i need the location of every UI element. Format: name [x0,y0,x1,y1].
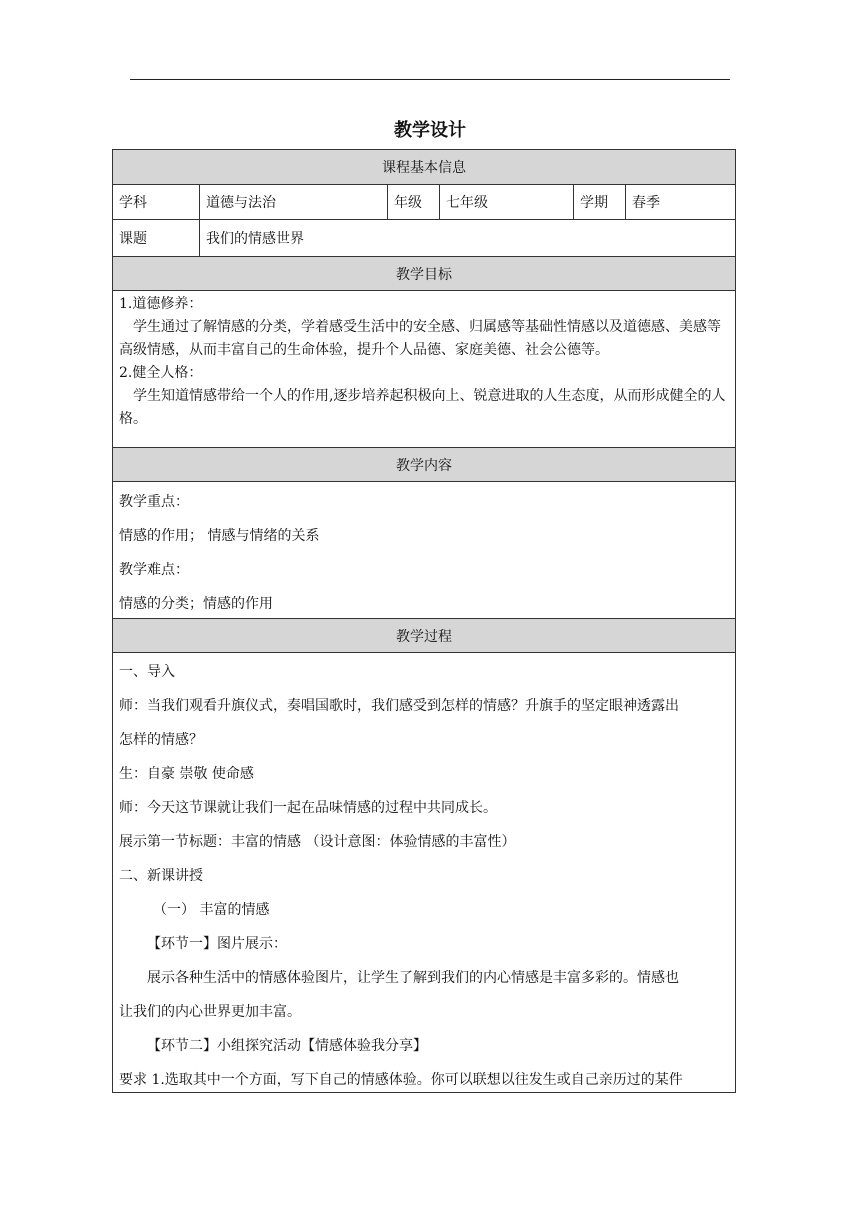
grade-label: 年级 [387,185,439,219]
term-label: 学期 [573,185,625,219]
topic-value: 我们的情感世界 [199,220,735,256]
process-line: 让我们的内心世界更加丰富。 [119,1004,301,1020]
subject-value: 道德与法治 [199,185,387,219]
lesson-plan-table [112,149,736,1093]
objectives-header [113,256,735,290]
process-body [113,652,735,1092]
process-line: 展示第一节标题：丰富的情感 （设计意图：体验情感的丰富性） [119,834,516,850]
grade-value: 七年级 [439,185,573,219]
process-line: 一、导入 [119,664,175,680]
term-value: 春季 [625,185,735,219]
process-line: 师：今天这节课就让我们一起在品味情感的过程中共同成长。 [119,800,497,816]
content-body [113,481,735,618]
topic-label: 课题 [119,231,147,247]
basic-info-row [113,184,735,219]
process-line: 生：自豪 崇敬 使命感 [119,766,254,782]
content-header [113,447,735,481]
key-points-text: 情感的作用； 情感与情绪的关系 [119,528,320,544]
difficult-points-text: 情感的分类；情感的作用 [119,596,273,612]
subject-label: 学科 [119,195,147,211]
objectives-header-label: 教学目标 [396,266,452,283]
process-line: 【环节一】图片展示： [147,936,287,952]
objectives-body [113,290,735,447]
key-points-label: 教学重点： [119,494,189,510]
process-line: 【环节二】小组探究活动【情感体验我分享】 [147,1038,427,1054]
basic-info-header [113,150,735,184]
content-header-label: 教学内容 [396,457,452,474]
basic-info-header-label: 课程基本信息 [382,160,466,176]
process-line: 展示各种生活中的情感体验图片，让学生了解到我们的内心情感是丰富多彩的。情感也 [147,970,679,986]
process-line: 师：当我们观看升旗仪式，奏唱国歌时，我们感受到怎样的情感？升旗手的坚定眼神透露出 [119,698,679,714]
header-rule [130,79,730,80]
document-title: 教学设计 [394,120,466,141]
process-line: 二、新课讲授 [119,868,203,884]
process-line: （一） 丰富的情感 [153,902,270,918]
process-line: 怎样的情感？ [119,732,203,748]
objective-2-title: 2.健全人格： [119,365,203,381]
objective-1-text: 学生通过了解情感的分类，学着感受生活中的安全感、归属感等基础性情感以及道德感、美感等高级情感，从而丰富自己的生命体验，提升个人品德、家庭美德、社会公德等。 [119,319,721,358]
objective-1-title: 1.道德修养： [119,296,203,312]
process-line: 要求 1.选取其中一个方面，写下自己的情感体验。你可以联想以往发生或自己亲历过的某件 [119,1072,683,1088]
topic-row [113,219,735,256]
process-header-label: 教学过程 [396,628,452,645]
process-header [113,618,735,652]
difficult-points-label: 教学难点： [119,562,189,578]
objective-2-text: 学生知道情感带给一个人的作用,逐步培养起积极向上、锐意进取的人生态度，从而形成健全的人格。 [119,388,726,427]
